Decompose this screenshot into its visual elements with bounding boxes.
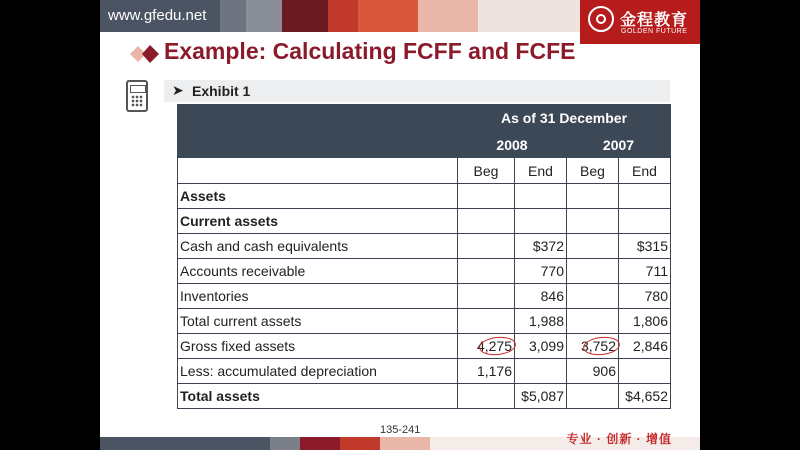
table-cell	[458, 209, 515, 234]
table-row	[178, 359, 671, 384]
slide-title: Example: Calculating FCFF and FCFE	[164, 38, 576, 64]
brand-logo	[580, 0, 700, 44]
table-cell	[567, 234, 619, 259]
table-cell	[458, 284, 515, 309]
table-cell	[515, 184, 567, 209]
year-2007: 2007	[567, 132, 671, 158]
row-label: Accounts receivable	[178, 259, 458, 284]
row-label: Less: accumulated depreciation	[178, 359, 458, 384]
table-cell	[619, 184, 671, 209]
header-as-of: As of 31 December	[458, 105, 671, 132]
table-cell	[567, 334, 619, 359]
table-cell	[567, 209, 619, 234]
table-cell	[458, 234, 515, 259]
table-cell	[567, 384, 619, 409]
table-row	[178, 259, 671, 284]
seal-icon	[588, 6, 614, 32]
table-cell	[458, 384, 515, 409]
table-cell: 770	[515, 259, 567, 284]
table-cell	[619, 359, 671, 384]
table-cell	[567, 309, 619, 334]
logo-name-en: GOLDEN FUTURE	[621, 28, 688, 35]
subheader-beg: Beg	[458, 158, 515, 184]
table-cell: 906	[567, 359, 619, 384]
table-cell: 1,988	[515, 309, 567, 334]
circled-value: 4,275	[476, 338, 512, 354]
table-cell	[458, 184, 515, 209]
table-row	[178, 209, 671, 234]
table-cell: $5,087	[515, 384, 567, 409]
table-cell	[458, 334, 515, 359]
table-cell: 3,099	[515, 334, 567, 359]
exhibit-label: Exhibit 1	[192, 83, 251, 99]
table-cell: 711	[619, 259, 671, 284]
slogan: 专业 · 创新 · 增值	[566, 432, 672, 446]
table-cell	[567, 259, 619, 284]
header-blank	[178, 132, 458, 158]
table-row	[178, 234, 671, 259]
table-cell	[458, 309, 515, 334]
diamond-bullet-icon	[122, 42, 162, 66]
year-2008: 2008	[458, 132, 567, 158]
site-url[interactable]: www.gfedu.net	[108, 7, 207, 24]
table-row	[178, 334, 671, 359]
table-cell: $372	[515, 234, 567, 259]
row-label: Assets	[178, 184, 458, 209]
table-cell: 846	[515, 284, 567, 309]
circled-value: 3,752	[580, 338, 616, 354]
row-label: Inventories	[178, 284, 458, 309]
table-cell: $4,652	[619, 384, 671, 409]
row-label: Total current assets	[178, 309, 458, 334]
table-row	[178, 384, 671, 409]
logo-name-cn: 金程教育	[620, 12, 689, 29]
header-blank	[178, 105, 458, 132]
row-label: Total assets	[178, 384, 458, 409]
table-cell	[567, 284, 619, 309]
table-row	[178, 309, 671, 334]
table-cell: 1,176	[458, 359, 515, 384]
row-label: Cash and cash equivalents	[178, 234, 458, 259]
subheader-beg: Beg	[567, 158, 619, 184]
exhibit-header	[164, 80, 670, 102]
table-cell: $315	[619, 234, 671, 259]
subheader-end: End	[619, 158, 671, 184]
slide	[100, 0, 700, 450]
subheader-blank	[178, 158, 458, 184]
table-cell: 780	[619, 284, 671, 309]
arrow-bullet-icon: ➤	[172, 82, 184, 98]
table-cell	[458, 259, 515, 284]
table-row	[178, 284, 671, 309]
table-cell: 1,806	[619, 309, 671, 334]
balance-sheet-table	[177, 104, 671, 409]
row-label: Gross fixed assets	[178, 334, 458, 359]
table-row	[178, 184, 671, 209]
page-number: 135-241	[380, 424, 421, 436]
subheader-end: End	[515, 158, 567, 184]
table-cell	[515, 209, 567, 234]
table-cell: 2,846	[619, 334, 671, 359]
table-cell	[515, 359, 567, 384]
table-cell	[619, 209, 671, 234]
table-cell	[567, 184, 619, 209]
calculator-icon	[126, 80, 148, 112]
row-label: Current assets	[178, 209, 458, 234]
